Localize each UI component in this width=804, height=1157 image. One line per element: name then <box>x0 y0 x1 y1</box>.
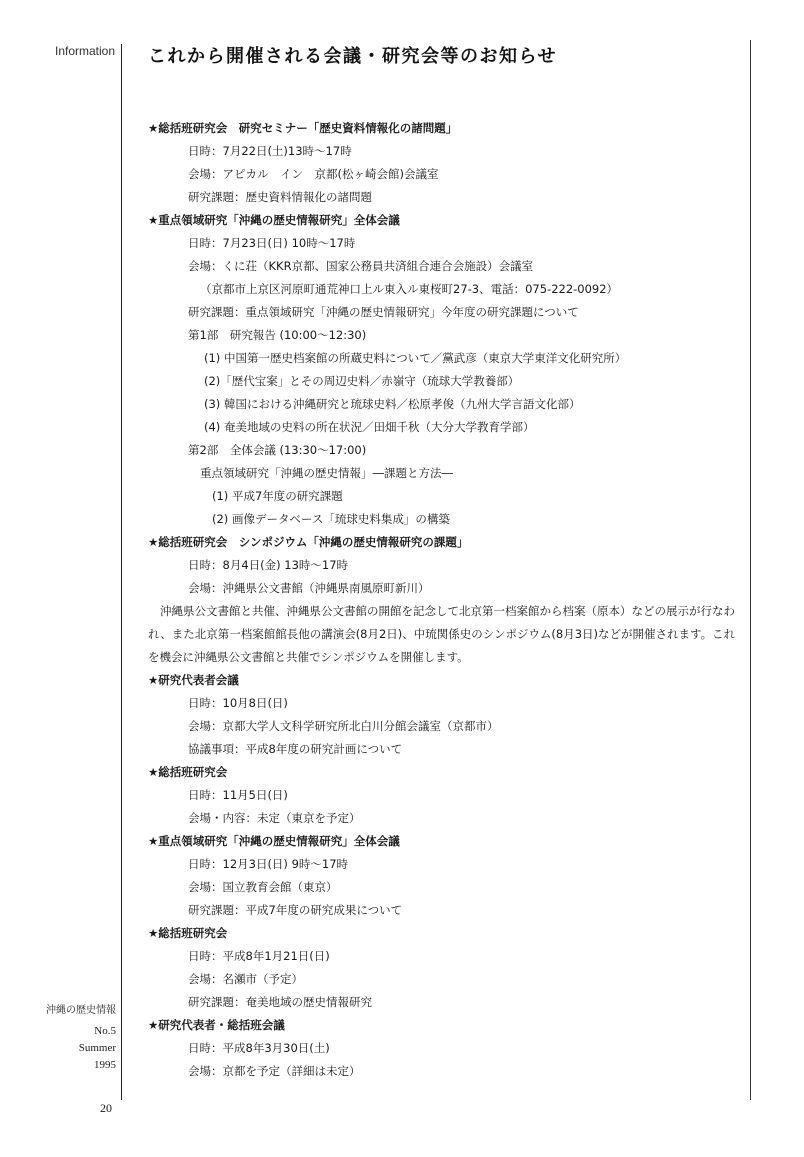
program-part-1: 第1部 研究報告 (10:00～12:30) <box>188 328 367 342</box>
page-number: 20 <box>100 1101 112 1115</box>
event-venue: 会場：沖縄県公文書館（沖縄県南風原町新川） <box>188 581 430 595</box>
event-date: 日時：平成8年1月21日(日) <box>188 949 330 963</box>
event-topic: 研究課題：奄美地域の歴史情報研究 <box>188 995 372 1009</box>
program-sub-item: (2) 画像データベース「琉球史料集成」の構築 <box>212 512 450 526</box>
event-description: 沖縄県公文書館と共催、沖縄県公文書館の開館を記念して北京第一档案館から档案（原本）などの展示が行なわれ、また北京第一档案館館長他の講演会(8月2日)、中琉関係史のシンポジウム(8月3日)などが開催されます。これを機会に沖縄県公文書館と共催でシンポジウムを開催します。 <box>148 604 736 664</box>
event-date: 日時：7月22日(土)13時～17時 <box>188 144 352 158</box>
event-title: ★総括班研究会 研究セミナー「歴史資料情報化の諸問題」 <box>148 121 458 135</box>
report-item: (3) 韓国における沖縄研究と琉球史料／松原孝俊（九州大学言語文化部） <box>204 397 581 411</box>
program-subtitle: 重点領域研究「沖縄の歴史情報」―課題と方法― <box>200 466 453 480</box>
event-date: 日時：10月8日(日) <box>188 696 288 710</box>
event-topic: 研究課題：平成7年度の研究成果について <box>188 903 403 917</box>
event-venue: 会場：名瀬市（予定） <box>188 972 303 986</box>
event-topic: 協議事項：平成8年度の研究計画について <box>188 742 403 756</box>
report-item: (1) 中国第一歴史档案館の所蔵史料について／黨武彦（東京大学東洋文化研究所） <box>204 351 627 365</box>
right-divider <box>750 40 751 1100</box>
event-date: 日時：平成8年3月30日(土) <box>188 1041 330 1055</box>
event-title: ★総括班研究会 シンポジウム「沖縄の歴史情報研究の課題」 <box>148 535 469 549</box>
event-venue: 会場：京都を予定（詳細は未定） <box>188 1064 361 1078</box>
event-title: ★重点領域研究「沖縄の歴史情報研究」全体会議 <box>148 834 400 848</box>
event-date: 日時：11月5日(日) <box>188 788 288 802</box>
event-venue: 会場：国立教育会館（東京） <box>188 880 338 894</box>
page-title: これから開催される会議・研究会等のお知らせ <box>148 46 557 67</box>
report-item: (2)「歴代宝案」とその周辺史料／赤嶺守（琉球大学教養部） <box>204 374 520 388</box>
left-divider <box>121 44 122 1100</box>
event-list <box>148 117 744 1083</box>
event-venue: 会場：アピカル イン 京都(松ヶ崎会館)会議室 <box>188 167 439 181</box>
event-venue: 会場・内容：未定（東京を予定） <box>188 811 361 825</box>
event-topic: 研究課題：重点領域研究「沖縄の歴史情報研究」今年度の研究課題について <box>188 305 579 319</box>
section-label: Information <box>55 44 116 58</box>
program-part-2: 第2部 全体会議 (13:30～17:00) <box>188 443 367 457</box>
issue-year: 1995 <box>94 1059 116 1071</box>
event-title: ★総括班研究会 <box>148 765 228 779</box>
program-sub-item: (1) 平成7年度の研究課題 <box>212 489 343 503</box>
event-date: 日時：7月23日(日) 10時～17時 <box>188 236 356 250</box>
event-venue: 会場：京都大学人文科学研究所北白川分館会議室（京都市） <box>188 719 499 733</box>
event-date: 日時：12月3日(日) 9時～17時 <box>188 857 349 871</box>
issue-number: No.5 <box>94 1025 116 1037</box>
event-venue: 会場：くに荘（KKR京都、国家公務員共済組合連合会施設）会議室 <box>188 259 534 273</box>
report-item: (4) 奄美地域の史料の所在状況／田畑千秋（大分大学教育学部） <box>204 420 535 434</box>
event-title: ★研究代表者会議 <box>148 673 239 687</box>
issue-season: Summer <box>78 1042 116 1054</box>
publication-name: 沖縄の歴史情報 <box>46 1005 116 1016</box>
event-title: ★研究代表者・総括班会議 <box>148 1018 285 1032</box>
event-date: 日時：8月4日(金) 13時～17時 <box>188 558 349 572</box>
event-title: ★重点領域研究「沖縄の歴史情報研究」全体会議 <box>148 213 400 227</box>
event-topic: 研究課題：歴史資料情報化の諸問題 <box>188 190 372 204</box>
event-title: ★総括班研究会 <box>148 926 228 940</box>
event-address: （京都市上京区河原町通荒神口上ル東入ル東桜町27-3、電話：075-222-0092） <box>200 282 619 296</box>
